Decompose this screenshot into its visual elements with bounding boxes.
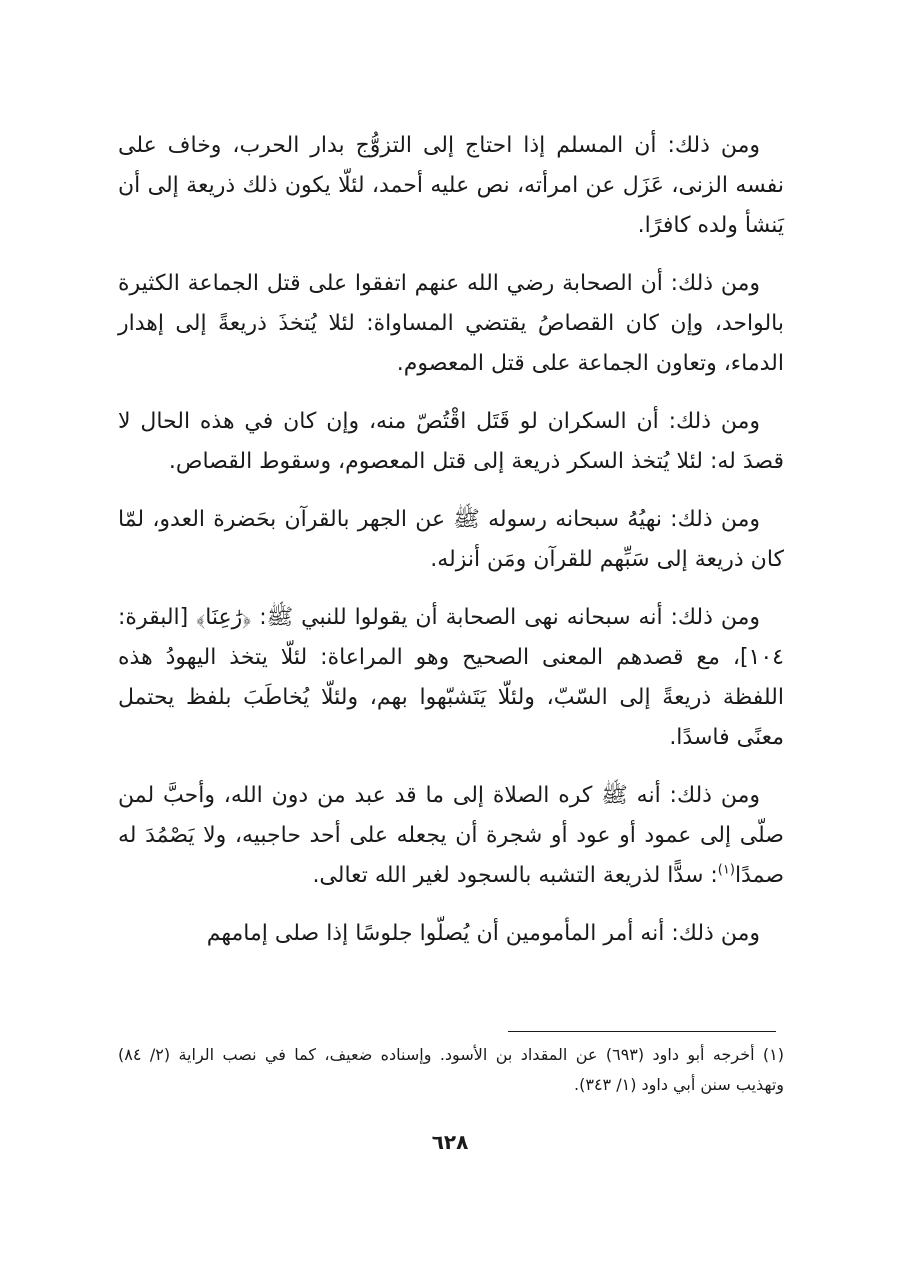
paragraph: ومن ذلك: أن السكران لو قَتَل اقْتُصّ منه، وإن كان في هذه الحال لا قصدَ له: لئلا يُتخذ السكر ذريعة إلى قتل المعصوم، وسقوط القصاص. bbox=[118, 409, 784, 474]
paragraph: ومن ذلك: أنه سبحانه نهى الصحابة أن يقولوا للنبي ﷺ: ﴿رَٰعِنَا﴾ [البقرة: ١٠٤]، مع قصدهم المعنى الصحيح وهو المراعاة: لئلّا يتخذ اليهودُ هذه اللفظة ذريعةً إلى السّبّ، ولئلّا يَتَشبّهوا بهم، ولئلّا يُخاطَبَ بلفظ يحتمل معنًى فاسدًا. bbox=[118, 605, 784, 750]
paragraph: ومن ذلك: أنه أمر المأمومين أن يُصلّوا جلوسًا إذا صلى إمامهم bbox=[206, 921, 760, 946]
paragraph bbox=[118, 776, 784, 896]
main-text bbox=[118, 126, 784, 972]
footnote-reference[interactable]: (١) bbox=[717, 862, 735, 878]
footnote-separator bbox=[508, 1031, 776, 1032]
paragraph: ومن ذلك: أن المسلم إذا احتاج إلى التزوُّج بدار الحرب، وخاف على نفسه الزنى، عَزَل عن امرأته، نص عليه أحمد، لئلّا يكون ذلك ذريعة إلى أن يَنشأ ولده كافرًا. bbox=[118, 133, 784, 238]
paragraph-text-continued: : سدًّا لذريعة التشبه بالسجود لغير الله تعالى. bbox=[312, 863, 718, 888]
paragraph: ومن ذلك: نهيُهُ سبحانه رسوله ﷺ عن الجهر بالقرآن بحَضرة العدو، لمّا كان ذريعة إلى سَبِّهم للقرآن ومَن أنزله. bbox=[118, 507, 784, 572]
paragraph: ومن ذلك: أن الصحابة رضي الله عنهم اتفقوا على قتل الجماعة الكثيرة بالواحد، وإن كان القصاصُ يقتضي المساواة: لئلا يُتخذَ ذريعةً إلى إهدار الدماء، وتعاون الجماعة على قتل المعصوم. bbox=[118, 271, 784, 376]
page-number: ٦٢٨ bbox=[431, 1130, 469, 1154]
footnote: (١) أخرجه أبو داود (٦٩٣) عن المقداد بن الأسود. وإسناده ضعيف، كما في نصب الراية (٢/ ٨٤) وتهذيب سنن أبي داود (١/ ٣٤٣). bbox=[118, 1045, 785, 1094]
paragraph-text: ومن ذلك: أنه ﷺ كره الصلاة إلى ما قد عبد من دون الله، وأحبَّ لمن صلّى إلى عمود أو عود أو شجرة أن يجعله على أحد حاجبيه، ولا يَصْمُدَ له صمدًا bbox=[118, 783, 784, 888]
footnotes bbox=[118, 1040, 784, 1100]
